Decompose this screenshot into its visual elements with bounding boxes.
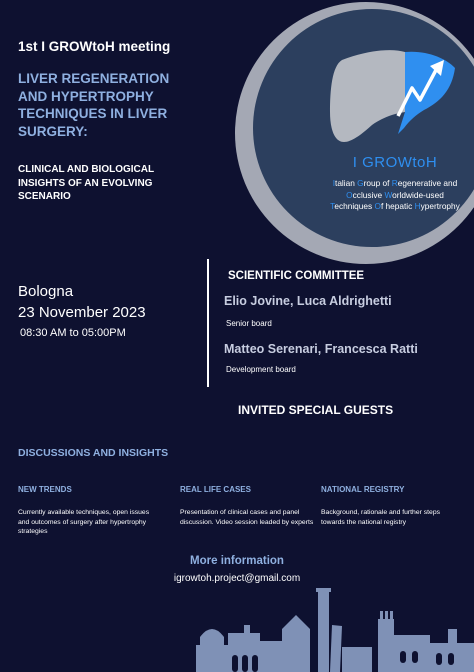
logo-name: I GROWtoH: [352, 154, 438, 171]
title-line: TECHNIQUES IN LIVER: [18, 106, 168, 121]
column-text-real-life-cases: [180, 508, 320, 527]
event-date: 23 November 2023: [18, 304, 146, 321]
contact-email[interactable]: igrowtoh.project@gmail.com: [173, 573, 301, 584]
main-title: [18, 70, 218, 140]
column-title-real-life-cases: REAL LIFE CASES: [180, 485, 251, 494]
development-board-names: Matteo Serenari, Francesca Ratti: [224, 342, 418, 356]
subtitle: [18, 163, 208, 204]
event-time: 08:30 AM to 05:00PM: [20, 327, 126, 339]
text-line: discussion. Video session leaded by experts: [180, 518, 314, 526]
development-board-label: Development board: [226, 365, 296, 374]
senior-board-label: Senior board: [226, 319, 272, 328]
text-line: towards the national registry: [321, 518, 407, 526]
column-text-new-trends: [18, 508, 168, 537]
subtitle-line: SCENARIO: [18, 191, 71, 202]
column-title-new-trends: NEW TRENDS: [18, 485, 72, 494]
column-text-national-registry: [321, 508, 461, 527]
title-line: LIVER REGENERATION: [18, 71, 170, 86]
event-city: Bologna: [18, 283, 74, 300]
text-line: strategies: [18, 528, 48, 535]
committee-heading: SCIENTIFIC COMMITTEE: [228, 270, 365, 282]
senior-board-names: Elio Jovine, Luca Aldrighetti: [224, 294, 392, 308]
more-info-heading: More information: [190, 555, 284, 567]
title-line: AND HYPERTROPHY: [18, 88, 154, 104]
text-line: Presentation of clinical cases and panel: [180, 509, 300, 516]
text-line: Background, rationale and further steps: [321, 509, 441, 516]
subtitle-line: CLINICAL AND BIOLOGICAL: [18, 164, 155, 175]
vertical-divider: [207, 259, 209, 387]
meeting-title: 1st I GROWtoH meeting: [18, 39, 171, 54]
bologna-skyline-icon: [0, 585, 474, 672]
title-line: SURGERY:: [18, 123, 88, 139]
text-line: and outcomes of surgery after hypertrophy: [18, 518, 147, 526]
subtitle-line: INSIGHTS OF AN EVOLVING: [18, 177, 153, 189]
text-line: Currently available techniques, open issues: [18, 509, 150, 516]
logo-description: Italian Group of Regenerative and Occlusive Worldwide-used Techniques Of hepatic Hypertrophy: [330, 178, 460, 211]
discussions-heading: DISCUSSIONS AND INSIGHTS: [18, 447, 169, 459]
column-title-national-registry: NATIONAL REGISTRY: [321, 485, 405, 494]
guests-heading: INVITED SPECIAL GUESTS: [238, 403, 394, 417]
